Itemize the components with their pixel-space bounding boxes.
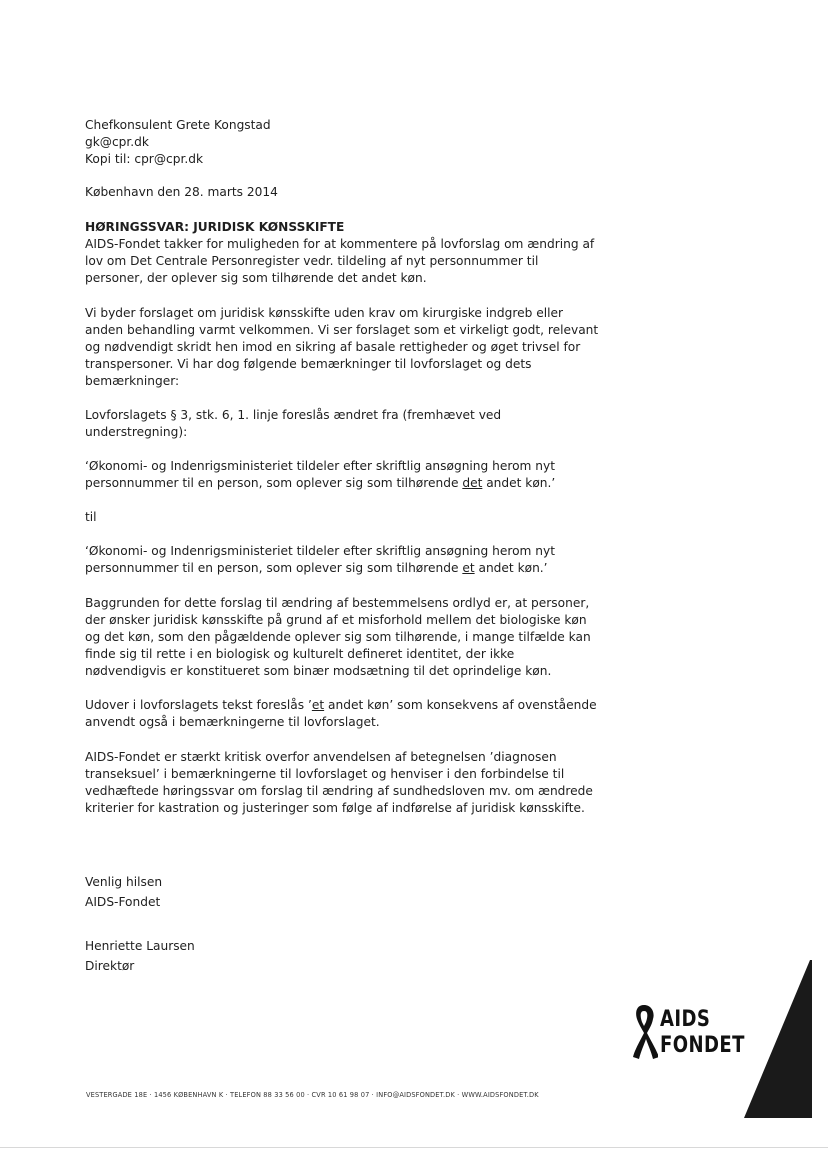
paragraph-text: Udover i lovforslagets tekst foreslås ’: [85, 698, 312, 712]
recipient-block: [85, 117, 565, 168]
paragraph-line: transpersoner. Vi har dog følgende bemærkninger til lovforslaget og dets: [85, 357, 532, 371]
paragraph-line: finde sig til rette i en biologisk og kulturelt defineret identitet, der ikke: [85, 647, 515, 661]
paragraph-line: og det køn, som den pågældende oplever sig som tilhørende, i mange tilfælde kan: [85, 630, 591, 644]
dateline: København den 28. marts 2014: [85, 185, 278, 199]
dateline-block: [85, 184, 565, 201]
til-block: [85, 509, 565, 526]
signer-title: Direktør: [85, 959, 135, 973]
red-ribbon-icon: [630, 1003, 658, 1061]
signer-name: Henriette Laursen: [85, 939, 195, 953]
scan-edge-line: [0, 1147, 828, 1148]
paragraph-text: andet køn’ som konsekvens af ovenstående: [324, 698, 597, 712]
closing-block: [85, 872, 565, 912]
paragraph-line: transeksuel’ i bemærkningerne til lovforslaget og henviser i den forbindelse til: [85, 767, 565, 781]
signature-block: [85, 936, 565, 976]
paragraph-line: AIDS-Fondet er stærkt kritisk overfor anvendelsen af betegnelsen ’diagnosen: [85, 750, 557, 764]
paragraph-line: nødvendigvis er konstitueret som binær modsætning til det oprindelige køn.: [85, 664, 552, 678]
paragraph-line: vedhæftede høringssvar om forslag til ændring af sundhedsloven mv. om ændrede: [85, 784, 593, 798]
intro-line: personer, der oplever sig som tilhørende det andet køn.: [85, 271, 427, 285]
til-text: til: [85, 510, 97, 524]
letter-heading: HØRINGSSVAR: JURIDISK KØNSSKIFTE: [85, 220, 345, 234]
quote-original: [85, 458, 565, 492]
paragraph-line: og nødvendigt skridt hen imod en sikring af basale rettigheder og øget trivsel for: [85, 340, 581, 354]
intro-line: AIDS-Fondet takker for muligheden for at kommentere på lovforslag om ændring af: [85, 237, 595, 251]
logo-line-aids: AIDS: [660, 1007, 711, 1032]
paragraph-critique: [85, 749, 593, 817]
underlined-word: det: [462, 476, 483, 490]
quote-text: andet køn.’: [482, 476, 556, 490]
paragraph-welcome: [85, 305, 599, 390]
paragraph-line: anden behandling varmt velkommen. Vi ser forslaget som et virkeligt godt, relevant: [85, 323, 599, 337]
quote-text: personnummer til en person, som oplever sig som tilhørende: [85, 561, 463, 575]
closing-organisation: AIDS-Fondet: [85, 895, 161, 909]
paragraph-consequence: [85, 697, 597, 731]
paragraph-line: der ønsker juridisk kønsskifte på grund af et misforhold mellem det biologiske køn: [85, 613, 587, 627]
paragraph-line: bemærkninger:: [85, 374, 180, 388]
paragraph-line: Lovforslagets § 3, stk. 6, 1. linje foreslås ændret fra (fremhævet ved: [85, 408, 502, 422]
recipient-name: Chefkonsulent Grete Kongstad: [85, 118, 271, 132]
paragraph-line: anvendt også i bemærkningerne til lovforslaget.: [85, 715, 380, 729]
intro-line: lov om Det Centrale Personregister vedr. tildeling af nyt personnummer til: [85, 254, 539, 268]
quote-proposed: [85, 543, 565, 577]
paragraph-line: Baggrunden for dette forslag til ændring af bestemmelsens ordlyd er, at personer,: [85, 596, 590, 610]
recipient-email: gk@cpr.dk: [85, 135, 149, 149]
paragraph-line: [85, 697, 597, 714]
quote-line: ‘Økonomi- og Indenrigsministeriet tildeler efter skriftlig ansøgning herom nyt: [85, 459, 556, 473]
paragraph-line: Vi byder forslaget om juridisk kønsskifte uden krav om kirurgiske indgreb eller: [85, 306, 564, 320]
quote-text: personnummer til en person, som oplever sig som tilhørende: [85, 476, 463, 490]
paragraph-proposal: [85, 407, 565, 441]
underlined-word: et: [462, 561, 475, 575]
closing-greeting: Venlig hilsen: [85, 875, 163, 889]
paragraph-line: kriterier for kastration og justeringer som følge af indførelse af juridisk kønsskifte.: [85, 801, 585, 815]
corner-triangle-graphic: [740, 960, 812, 1118]
quote-line: [85, 475, 565, 492]
letterhead-footer: VESTERGADE 18E · 1456 KØBENHAVN K · TELEFON 88 33 56 00 · CVR 10 61 98 07 · INFO@AIDSFONDET.DK · WWW.AIDSFONDET.DK: [86, 1091, 539, 1099]
recipient-copy: Kopi til: cpr@cpr.dk: [85, 152, 203, 166]
aids-fondet-logo: [630, 1003, 750, 1063]
intro-block: [85, 219, 595, 287]
logo-line-fondet: FONDET: [660, 1033, 745, 1058]
quote-text: andet køn.’: [474, 561, 548, 575]
paragraph-background: [85, 595, 591, 680]
quote-line: ‘Økonomi- og Indenrigsministeriet tildeler efter skriftlig ansøgning herom nyt: [85, 544, 556, 558]
underlined-word: et: [311, 698, 325, 712]
quote-line: [85, 560, 565, 577]
paragraph-line: understregning):: [85, 425, 188, 439]
